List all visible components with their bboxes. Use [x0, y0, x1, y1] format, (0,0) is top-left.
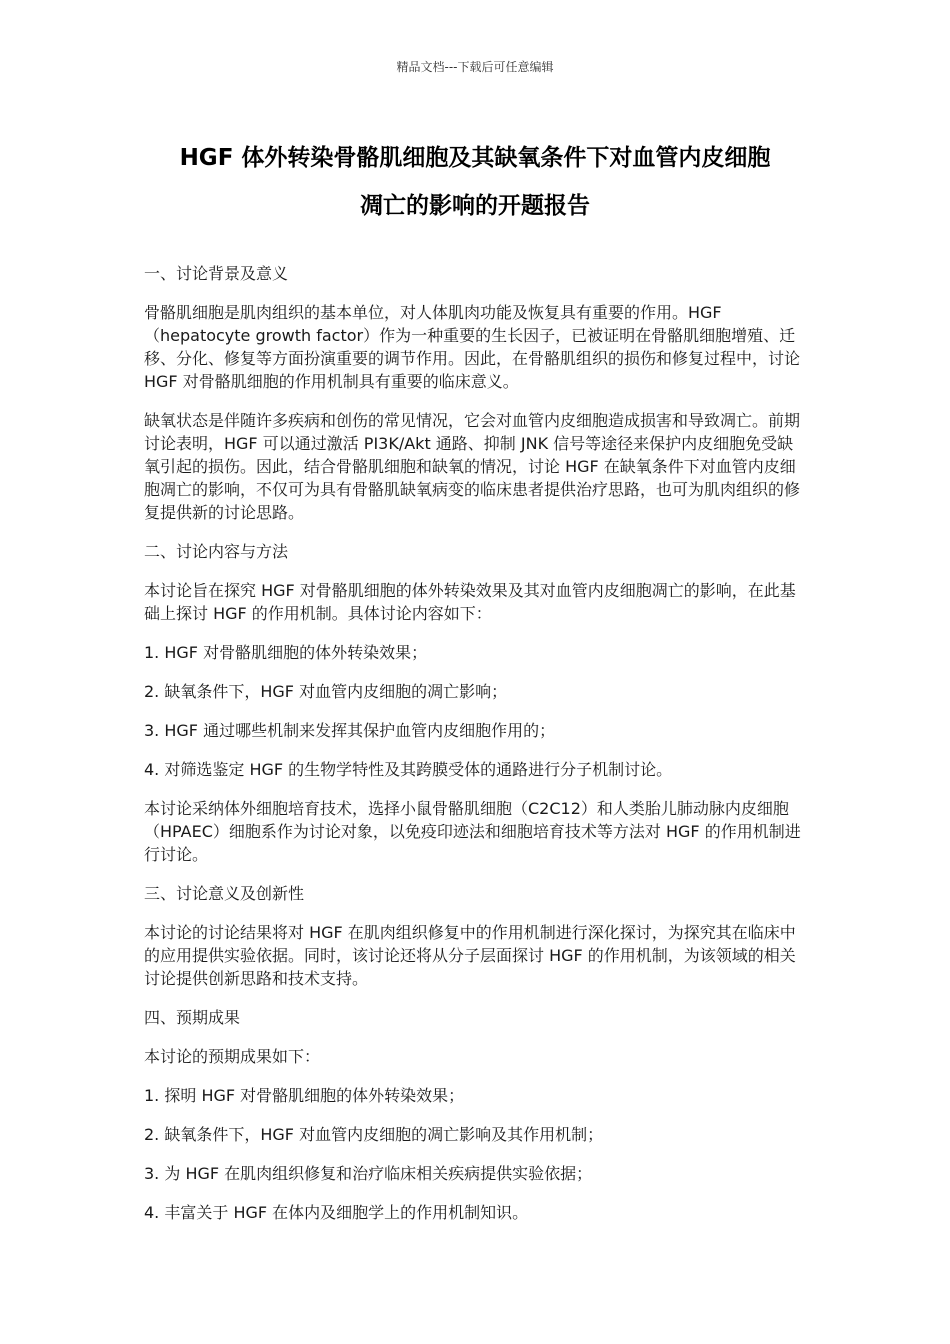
section-heading-background: 一、讨论背景及意义	[144, 264, 289, 283]
title-line-1: HGF 体外转染骨骼肌细胞及其缺氧条件下对血管内皮细胞	[179, 145, 771, 171]
list-item: 4. 丰富关于 HGF 在体内及细胞学上的作用机制知识。	[144, 1203, 529, 1222]
paragraph: 本讨论采纳体外细胞培育技术，选择小鼠骨骼肌细胞（C2C12）和人类胎儿肺动脉内皮细胞（HPAEC）细胞系作为讨论对象，以免疫印迹法和细胞培育技术等方法对 HGF 的作用机制进行讨论。	[144, 799, 801, 864]
page-header: 精品文档---下载后可任意编辑	[396, 60, 554, 74]
section-heading-significance: 三、讨论意义及创新性	[144, 884, 305, 903]
paragraph: 骨骼肌细胞是肌肉组织的基本单位，对人体肌肉功能及恢复具有重要的作用。HGF（hepatocyte growth factor）作为一种重要的生长因子，已被证明在骨骼肌细胞增殖、迁移、分化、修复等方面扮演重要的调节作用。因此，在骨骼肌组织的损伤和修复过程中，讨论 HGF 对骨骼肌细胞的作用机制具有重要的临床意义。	[144, 303, 801, 391]
list-item: 4. 对筛选鉴定 HGF 的生物学特性及其跨膜受体的通路进行分子机制讨论。	[144, 760, 673, 779]
list-item: 2. 缺氧条件下，HGF 对血管内皮细胞的凋亡影响；	[144, 682, 508, 701]
paragraph: 本讨论的讨论结果将对 HGF 在肌肉组织修复中的作用机制进行深化探讨，为探究其在临床中的应用提供实验依据。同时，该讨论还将从分子层面探讨 HGF 的作用机制，为该领域的相关讨论提供创新思路和技术支持。	[144, 923, 796, 988]
list-item: 1. 探明 HGF 对骨骼肌细胞的体外转染效果；	[144, 1086, 465, 1105]
list-item: 3. 为 HGF 在肌肉组织修复和治疗临床相关疾病提供实验依据；	[144, 1164, 593, 1183]
document-title	[130, 134, 820, 230]
paragraph: 本讨论的预期成果如下：	[144, 1047, 321, 1066]
paragraph: 缺氧状态是伴随许多疾病和创伤的常见情况，它会对血管内皮细胞造成损害和导致凋亡。前期讨论表明，HGF 可以通过激活 PI3K/Akt 通路、抑制 JNK 信号等途径来保护内皮细胞免受缺氧引起的损伤。因此，结合骨骼肌细胞和缺氧的情况，讨论 HGF 在缺氧条件下对血管内皮细胞凋亡的影响，不仅可为具有骨骼肌缺氧病变的临床患者提供治疗思路，也可为肌肉组织的修复提供新的讨论思路。	[144, 411, 801, 522]
list-item: 2. 缺氧条件下，HGF 对血管内皮细胞的凋亡影响及其作用机制；	[144, 1125, 604, 1144]
list-item: 3. HGF 通过哪些机制来发挥其保护血管内皮细胞作用的；	[144, 721, 556, 740]
document-body	[144, 262, 808, 1240]
section-heading-expected-results: 四、预期成果	[144, 1008, 241, 1027]
section-heading-content-methods: 二、讨论内容与方法	[144, 542, 289, 561]
list-item: 1. HGF 对骨骼肌细胞的体外转染效果；	[144, 643, 428, 662]
title-line-2: 凋亡的影响的开题报告	[360, 193, 590, 219]
paragraph: 本讨论旨在探究 HGF 对骨骼肌细胞的体外转染效果及其对血管内皮细胞凋亡的影响，在此基础上探讨 HGF 的作用机制。具体讨论内容如下：	[144, 581, 796, 623]
